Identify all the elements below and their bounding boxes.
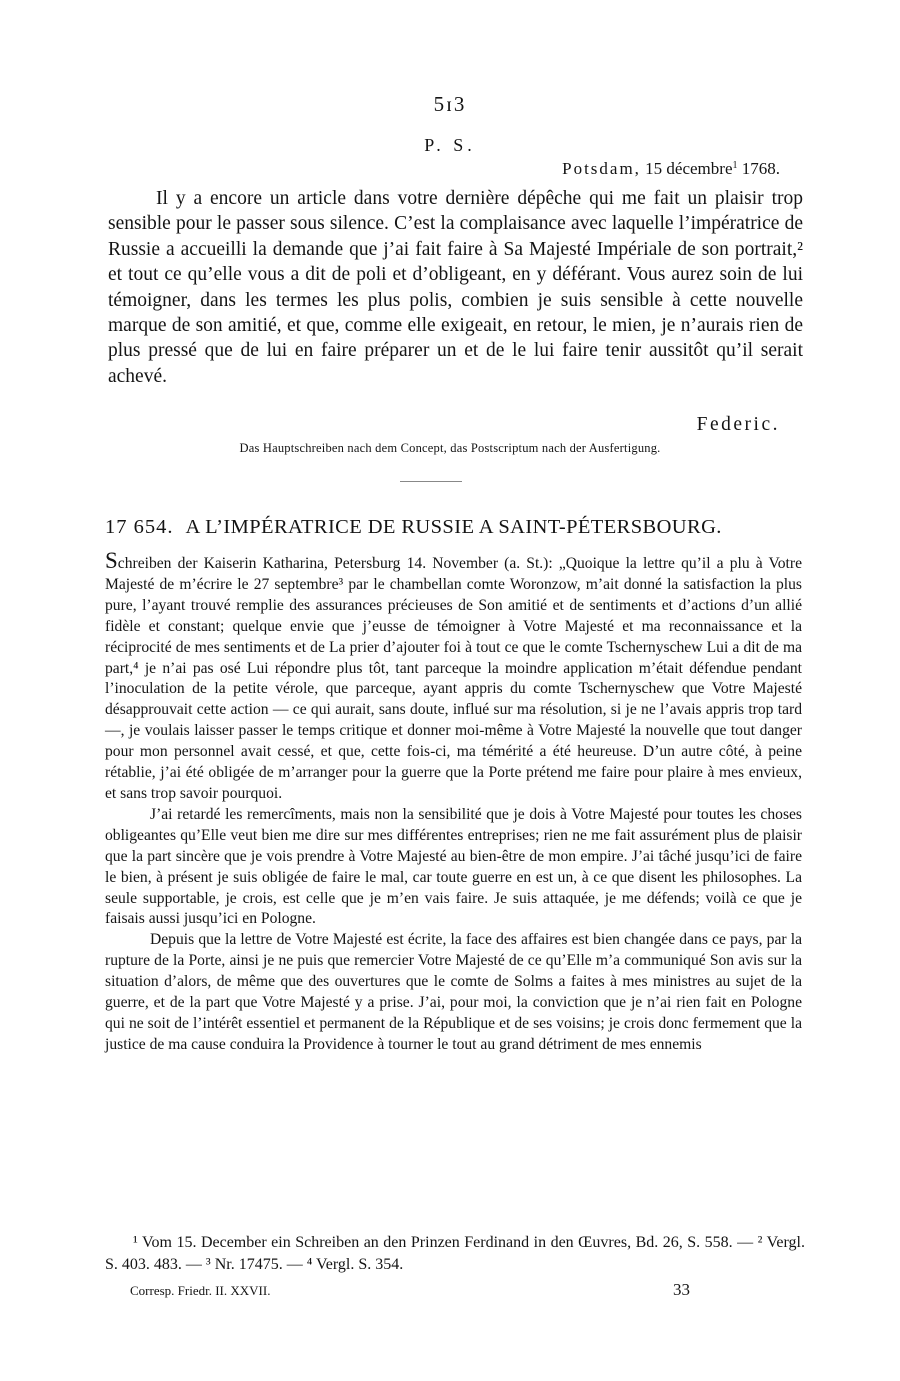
footer-sheet-number: 33 [673, 1280, 690, 1299]
letter-heading [105, 516, 805, 539]
page-footer [130, 1280, 690, 1300]
dateline [562, 159, 780, 179]
postscript-body [108, 186, 803, 389]
dateline-footnote-marker: 1 [732, 160, 738, 171]
dateline-year: 1768. [741, 159, 780, 178]
section-separator [400, 481, 462, 482]
dateline-date: 15 décembre [645, 159, 733, 178]
footnotes [105, 1232, 805, 1276]
footer-series: Corresp. Friedr. II. XXVII. [130, 1283, 271, 1298]
page-number: 5ɪ3 [433, 92, 467, 116]
postscript-paragraph: Il y a encore un article dans votre dernière dépêche qui me fait un plaisir trop sensible pour le passer sous silence. C’est la complaisance avec laquelle l’impératrice de Russie a accueilli la demande que j’ai fait faire à Sa Majesté Impériale de son portrait,² et tout ce qu’elle vous a dit de poli et d’obligeant, en y déférant. Vous aurez soin de lui témoigner, dans les termes les plus polis, combien je suis sensible à cette nouvelle marque de son amitié, et que, comme elle exigeait, en retour, le mien, je n’aurais rien de plus pressé que de lui en faire préparer un et de le lui faire tenir aussitôt qu’il serait achevé. [108, 188, 803, 387]
footnote-text: ¹ Vom 15. December ein Schreiben an den Prinzen Ferdinand in den Œuvres, Bd. 26, S. 558. — ² Vergl. S. 403. 483. — ³ Nr. 17475. — ⁴ Vergl. S. 354. [105, 1234, 805, 1273]
source-note: Das Hauptschreiben nach dem Concept, das Postscriptum nach der Ausfertigung. [239, 441, 661, 455]
letter-number: 17 654. [105, 516, 174, 538]
signature: Federic. [696, 414, 780, 435]
letter-paragraph: J’ai retardé les remercîments, mais non la sensibilité que je dois à Votre Majesté pour toutes les choses obligeantes qu’Elle veut bien me dire sur mes différentes entreprises; rien ne me fait assurément plus de plaisir que la part sincère que je vois prendre à Votre Majesté au bien-être de mon empire. J’ai tâché jusqu’ici de faire le bien, à présent je suis obligée de faire le mal, car toute guerre en est un, à ce que disent les philosophes. La seule supportable, je crois, est celle que je m’en vais faire. Je suis attaquée, je me défends; voilà ce que je faisais aussi jusqu’ici en Pologne. [105, 805, 802, 928]
letter-paragraph: Depuis que la lettre de Votre Majesté est écrite, la face des affaires est bien changée dans ce pays, par la rupture de la Porte, ainsi je ne puis que remercier Votre Majesté de ce qu’Elle m’a communiqué Son avis sur la situation d’alors, de même que des ouvertures que le comte de Solms a faites à mes ministres au sujet de la guerre, et de la part que Votre Majesté y a prise. J’ai, pour moi, la conviction que je n’ai rien fait en Pologne qui ne soit de l’intérêt essentiel et permanent de la République et de ses voisins; je crois donc fermement que la justice de ma cause conduira la Providence à tourner le tout au grand détriment de mes ennemis [105, 931, 802, 1053]
letter-paragraph-text: chreiben der Kaiserin Katharina, Petersburg 14. November (a. St.): „Quoique la lettre qu’il a plu à Votre Majesté de m’écrire le 27 septembre³ par le chambellan comte Woronzow, m’ait donné la satisfaction la plus pure, l’ayant trouvé remplie des assurances précieuses de Son amitié et de sentiments et d’actions d’un allié fidèle et constant; quelque envie que j’eusse de témoigner à Votre Majesté et ma reconnaissance et la réciprocité de mes sentiments et de La prier d’ajouter foi à tout ce que le comte Tschernyschew Lui a dit de ma part,⁴ je n’ai pas osé Lui répondre plus tôt, tant parceque la moindre application m’était défendue pendant l’inoculation de la petite vérole, que parceque, ayant appris du comte Tschernyschew que Votre Majesté désapprouvait cette action — ce qui aurait, sans doute, influé sur ma résolution, si je ne l’avais appris trop tard —, je voulais laisser passer le temps critique et donner moi-même à Votre Majesté la nouvelle que tout danger pour mon personnel avait cessé, et que, cette fois-ci, ma témérité a été heureuse. D’un autre côté, à peine rétablie, j’ai été obligée de m’arranger pour la guerre que la Porte prétend me faire pour plaire à mes envieux, et sans trop savoir pourquoi. [105, 555, 802, 802]
letter-title: A L’IMPÉRATRICE DE RUSSIE A SAINT-PÉTERSBOURG. [185, 516, 722, 538]
dateline-place: Potsdam, [562, 159, 641, 178]
postscript-heading: P. S. [424, 135, 476, 155]
drop-cap: S [105, 548, 118, 573]
letter-body [105, 548, 802, 1056]
letter-paragraph [105, 548, 802, 805]
